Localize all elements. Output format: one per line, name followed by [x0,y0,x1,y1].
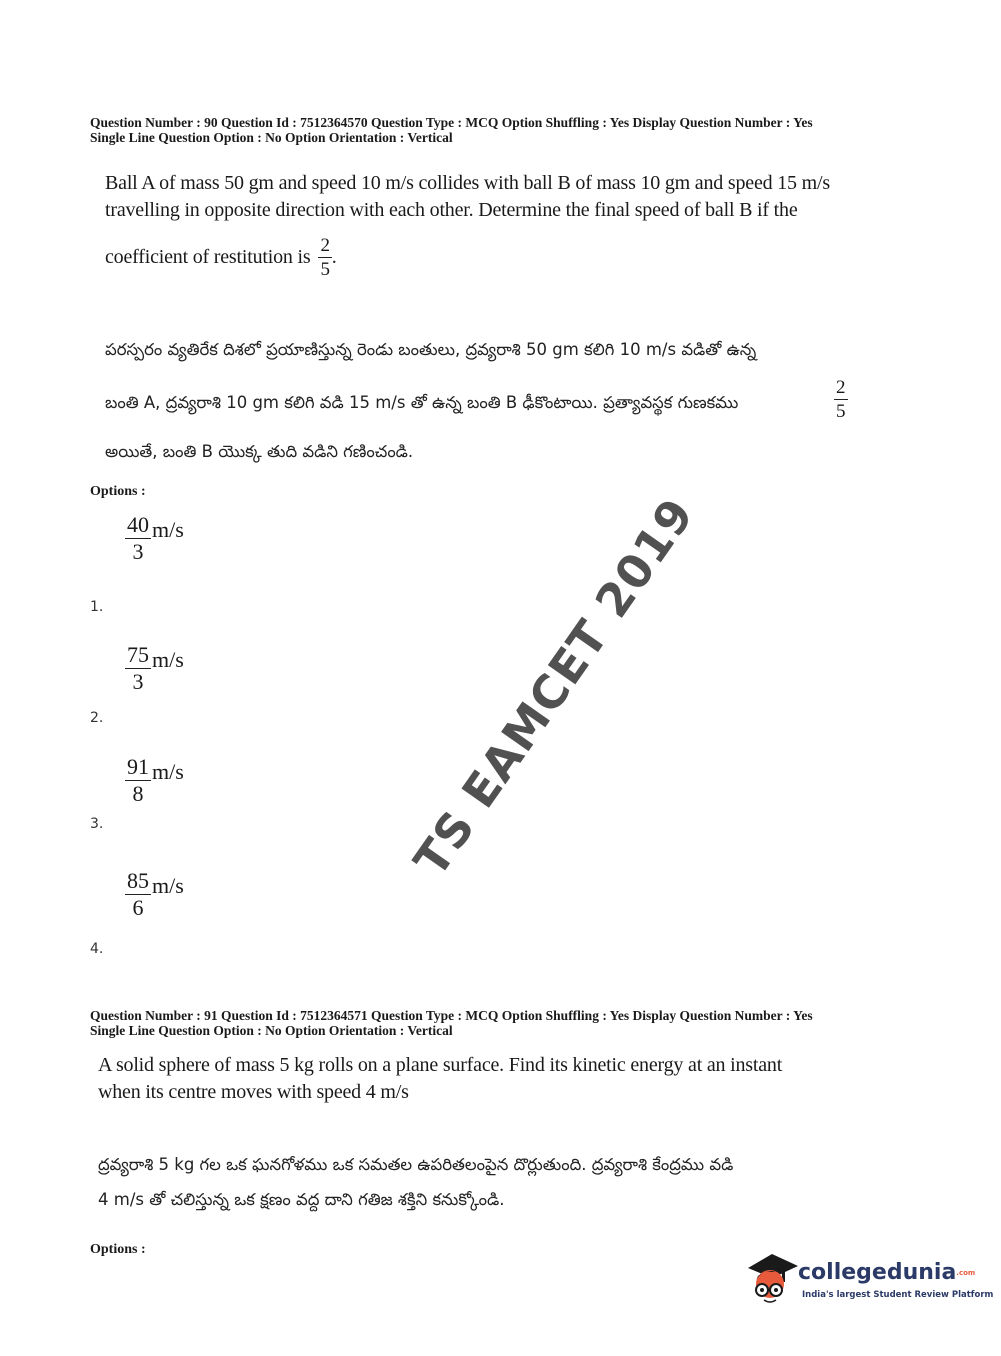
option-numerator: 75 [127,642,149,667]
option-denominator: 6 [132,895,144,920]
q91-english-line1: A solid sphere of mass 5 kg rolls on a plane surface. Find its kinetic energy at an instant [98,1054,783,1076]
fraction-denominator: 5 [836,401,846,422]
logo-tagline: India's largest Student Review Platform [802,1290,994,1300]
q90-english-line3-end: . [331,246,337,268]
logo-suffix: .com [956,1269,976,1277]
q91-english-line2: when its centre moves with speed 4 m/s [98,1081,409,1103]
q90-english-line1: Ball A of mass 50 gm and speed 10 m/s collides with ball B of mass 10 gm and speed 15 m/s [105,172,830,194]
option-unit: m/s [152,872,184,898]
option-4-value[interactable] [125,870,184,919]
q90-restitution-fraction [318,236,331,279]
q91-telugu-line1: ద్రవ్యరాశి 5 kg గల ఒక ఘనగోళము ఒక సమతల ఉపరితలంపైన దొర్లుతుంది. ద్రవ్యరాశి కేంద్రము వడి [98,1155,734,1174]
q91-options-label: Options : [90,1242,146,1257]
option-3-value[interactable] [125,756,184,805]
option-denominator: 8 [132,781,144,806]
option-2-number: 2. [90,710,104,726]
q91-meta-line1: Question Number : 91 Question Id : 7512364571 Question Type : MCQ Option Shuffling : Yes Display Question Number : Yes [90,1008,813,1023]
option-numerator: 40 [127,512,149,537]
option-unit: m/s [152,516,184,542]
option-3-number: 3. [90,816,104,832]
q90-english-line2: travelling in opposite direction with each other. Determine the final speed of ball B if the [105,199,798,221]
q91-telugu-line2: 4 m/s తో చలిస్తున్న ఒక క్షణం వద్ద దాని గతిజ శక్తిని కనుక్కోండి. [98,1190,505,1209]
logo-wordmark [798,1260,975,1285]
q91-meta-line2: Single Line Question Option : No Option Orientation : Vertical [90,1023,453,1038]
q90-telugu-fraction [834,378,848,421]
q90-telugu-line3: అయితే, బంతి B యొక్క తుది వడిని గణించండి. [105,442,414,461]
option-denominator: 3 [132,669,144,694]
option-numerator: 85 [127,868,149,893]
option-2-value[interactable] [125,644,184,693]
option-unit: m/s [152,646,184,672]
collegedunia-logo[interactable] [742,1250,994,1310]
fraction-numerator: 2 [836,377,846,398]
option-4-number: 4. [90,941,104,957]
fraction-denominator: 5 [320,259,330,280]
option-denominator: 3 [132,539,144,564]
watermark: TS EAMCET 2019 [403,488,705,886]
option-unit: m/s [152,758,184,784]
fraction-numerator: 2 [320,235,330,256]
q90-meta-line2: Single Line Question Option : No Option Orientation : Vertical [90,130,453,145]
q90-telugu-line1: పరస్పరం వ్యతిరేక దిశలో ప్రయాణిస్తున్న రెండు బంతులు, ద్రవ్యరాశి 50 gm కలిగి 10 m/s వడితో ఉన్న [105,340,757,359]
mascot-icon [742,1250,800,1310]
logo-name-text: collegedunia [798,1260,957,1285]
option-numerator: 91 [127,754,149,779]
q90-english-line3-text: coefficient of restitution is [105,246,311,268]
q90-meta-line1: Question Number : 90 Question Id : 7512364570 Question Type : MCQ Option Shuffling : Yes Display Question Number : Yes [90,115,813,130]
q90-options-label: Options : [90,484,146,499]
option-1-number: 1. [90,599,104,615]
q90-english-line3 [105,236,337,279]
option-1-value[interactable] [125,514,184,563]
q90-telugu-line2: బంతి A, ద్రవ్యరాశి 10 gm కలిగి వడి 15 m/s తో ఉన్న బంతి B ఢీకొంటాయి. ప్రత్యావస్థక గుణకము [105,393,739,412]
